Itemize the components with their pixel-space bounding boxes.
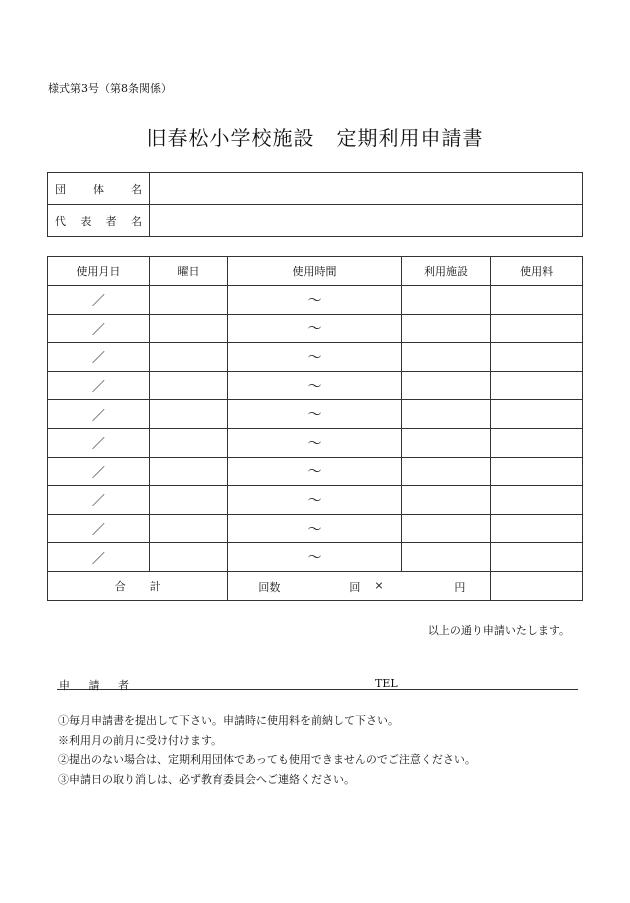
date-separator: ／ [91, 294, 105, 310]
time-cell[interactable] [228, 400, 401, 429]
fee-cell[interactable] [491, 457, 583, 486]
time-cell[interactable] [228, 428, 401, 457]
time-cell[interactable] [228, 543, 401, 572]
date-separator: ／ [91, 551, 105, 567]
header-fee: 使用料 [491, 257, 583, 286]
representative-row [48, 205, 583, 237]
facility-cell[interactable] [401, 514, 491, 543]
date-cell[interactable] [48, 400, 150, 429]
fee-cell[interactable] [491, 486, 583, 515]
facility-cell[interactable] [401, 400, 491, 429]
schedule-row [48, 343, 583, 372]
declaration-text: 以上の通り申請いたします。 [427, 624, 570, 637]
applicant-label: 申 請 者 [59, 679, 129, 692]
date-cell[interactable] [48, 457, 150, 486]
weekday-cell[interactable] [149, 343, 228, 372]
schedule-table [47, 256, 583, 601]
applicant-line[interactable] [57, 677, 578, 690]
weekday-cell[interactable] [149, 400, 228, 429]
representative-field[interactable] [150, 205, 583, 237]
time-separator: ～ [307, 349, 322, 366]
facility-cell[interactable] [401, 343, 491, 372]
fee-cell[interactable] [491, 543, 583, 572]
multiply-sign: × [374, 578, 384, 592]
schedule-row [48, 286, 583, 315]
time-separator: ～ [307, 550, 322, 567]
fee-cell[interactable] [491, 286, 583, 315]
form-number: 様式第3号（第8条関係） [48, 82, 172, 95]
date-separator: ／ [91, 523, 105, 539]
weekday-cell[interactable] [149, 514, 228, 543]
facility-cell[interactable] [401, 286, 491, 315]
schedule-row [48, 314, 583, 343]
date-separator: ／ [91, 465, 105, 481]
fee-cell[interactable] [491, 514, 583, 543]
weekday-cell[interactable] [149, 314, 228, 343]
group-name-label: 団 体 名 [48, 173, 150, 205]
time-cell[interactable] [228, 343, 401, 372]
total-label: 合 計 [48, 571, 228, 600]
time-cell[interactable] [228, 486, 401, 515]
note-2: ※利用月の前月に受け付けます。 [58, 733, 223, 747]
time-cell[interactable] [228, 514, 401, 543]
note-1: ①毎月申請書を提出して下さい。申請時に使用料を前納して下さい。 [58, 714, 399, 727]
notes-list [58, 711, 476, 789]
weekday-cell[interactable] [149, 286, 228, 315]
time-cell[interactable] [228, 371, 401, 400]
tel-label: TEL [375, 677, 398, 690]
date-cell[interactable] [48, 543, 150, 572]
weekday-cell[interactable] [149, 543, 228, 572]
weekday-cell[interactable] [149, 457, 228, 486]
group-name-row [48, 173, 583, 205]
date-separator: ／ [91, 380, 105, 396]
fee-cell[interactable] [491, 371, 583, 400]
time-separator: ～ [307, 492, 322, 509]
time-separator: ～ [307, 321, 322, 338]
facility-cell[interactable] [401, 314, 491, 343]
date-cell[interactable] [48, 371, 150, 400]
note-3: ②提出のない場合は、定期利用団体であっても使用できませんのでご注意ください。 [58, 753, 476, 766]
time-separator: ～ [307, 521, 322, 538]
header-time: 使用時間 [228, 257, 401, 286]
times-unit: 回 [349, 580, 361, 594]
facility-cell[interactable] [401, 486, 491, 515]
schedule-row [48, 457, 583, 486]
count-label: 回数 [258, 580, 281, 594]
title-part2: 定期利用申請書 [336, 126, 484, 150]
weekday-cell[interactable] [149, 371, 228, 400]
facility-cell[interactable] [401, 371, 491, 400]
header-date: 使用月日 [48, 257, 150, 286]
page-title [0, 122, 630, 151]
facility-cell[interactable] [401, 543, 491, 572]
date-cell[interactable] [48, 314, 150, 343]
date-separator: ／ [91, 351, 105, 367]
facility-cell[interactable] [401, 457, 491, 486]
date-separator: ／ [91, 322, 105, 338]
facility-cell[interactable] [401, 428, 491, 457]
time-separator: ～ [307, 292, 322, 309]
schedule-row [48, 486, 583, 515]
date-cell[interactable] [48, 343, 150, 372]
schedule-row [48, 371, 583, 400]
date-cell[interactable] [48, 428, 150, 457]
yen-unit: 円 [454, 580, 466, 594]
date-cell[interactable] [48, 486, 150, 515]
date-cell[interactable] [48, 514, 150, 543]
date-cell[interactable] [48, 286, 150, 315]
group-name-field[interactable] [150, 173, 583, 205]
time-cell[interactable] [228, 286, 401, 315]
schedule-header-row [48, 257, 583, 286]
title-part1: 旧春松小学校施設 [146, 126, 315, 150]
time-separator: ～ [307, 407, 322, 424]
weekday-cell[interactable] [149, 486, 228, 515]
header-weekday: 曜日 [149, 257, 228, 286]
weekday-cell[interactable] [149, 428, 228, 457]
group-info-table [47, 172, 583, 237]
total-fee-cell[interactable] [491, 571, 583, 600]
total-row [48, 571, 583, 600]
fee-cell[interactable] [491, 400, 583, 429]
schedule-row [48, 514, 583, 543]
schedule-row [48, 400, 583, 429]
time-separator: ～ [307, 464, 322, 481]
count-cell[interactable] [228, 571, 491, 600]
fee-cell[interactable] [491, 343, 583, 372]
representative-label: 代 表 者 名 [48, 205, 150, 237]
time-cell[interactable] [228, 314, 401, 343]
note-4: ③申請日の取り消しは、必ず教育委員会へご連絡ください。 [58, 772, 355, 786]
time-cell[interactable] [228, 457, 401, 486]
schedule-row [48, 428, 583, 457]
date-separator: ／ [91, 437, 105, 453]
header-facility: 利用施設 [401, 257, 491, 286]
date-separator: ／ [91, 408, 105, 424]
time-separator: ～ [307, 378, 322, 395]
date-separator: ／ [91, 494, 105, 510]
fee-cell[interactable] [491, 314, 583, 343]
fee-cell[interactable] [491, 428, 583, 457]
time-separator: ～ [307, 435, 322, 452]
schedule-row [48, 543, 583, 572]
